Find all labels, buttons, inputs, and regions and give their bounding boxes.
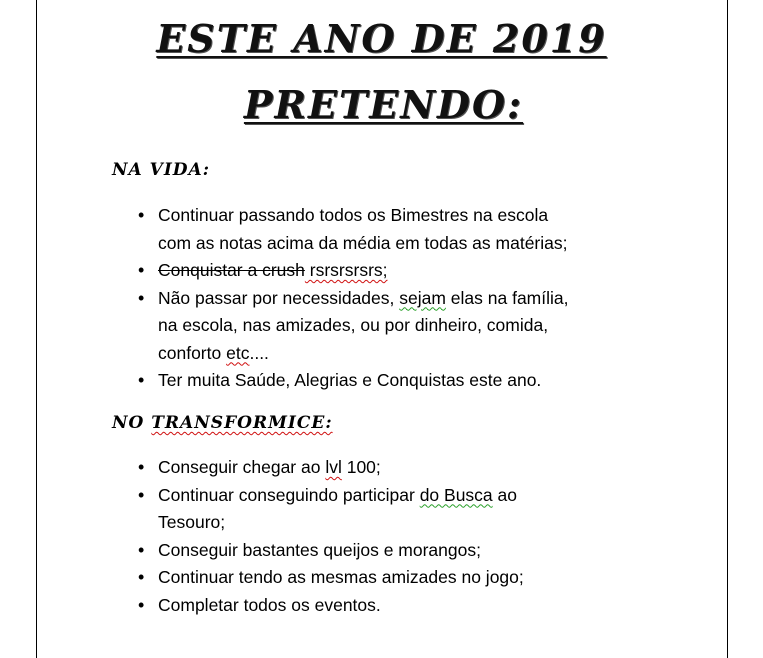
title-line-1: ESTE ANO DE 2019 xyxy=(156,16,607,61)
bullet-icon: • xyxy=(138,370,145,390)
list-item-text: elas na família, xyxy=(445,287,569,308)
list-item-text: Não passar por necessidades, xyxy=(158,287,400,308)
list-item xyxy=(140,592,680,620)
list-item-line: Continuar passando todos os Bimestres na escola xyxy=(158,205,549,225)
list-item-line: Tesouro; xyxy=(158,512,226,532)
bullet-icon: • xyxy=(138,567,145,587)
bullet-icon: • xyxy=(138,457,145,477)
list-item-text: 100; xyxy=(341,457,381,477)
bullet-icon: • xyxy=(138,287,145,308)
list-item xyxy=(140,202,680,257)
list-item-text: conforto xyxy=(158,342,222,363)
list-item xyxy=(140,537,680,565)
list-item-text: ao xyxy=(492,484,517,505)
list-item-text: Conseguir chegar ao xyxy=(158,457,326,477)
spell-flagged-word: etc xyxy=(226,342,250,363)
grammar-flagged-word: do Busca xyxy=(419,484,493,505)
list-item xyxy=(140,367,680,395)
list-item xyxy=(140,285,680,368)
list-item-text: Conseguir bastantes queijos e morangos; xyxy=(158,539,481,560)
bullet-icon: • xyxy=(138,260,145,280)
list-item xyxy=(140,564,680,592)
list-item-text: Completar todos os eventos. xyxy=(158,594,381,615)
na-vida-list xyxy=(140,202,680,395)
spell-flagged-word: TRANSFORMICE: xyxy=(151,413,333,433)
section-heading-na-vida: NA VIDA: xyxy=(112,160,210,180)
list-item-line: com as notas acima da média em todas as matérias; xyxy=(158,232,568,253)
bullet-icon: • xyxy=(138,594,145,615)
section-heading-no-transformice xyxy=(112,413,333,433)
list-item-text: Continuar tendo as mesmas amizades no jogo; xyxy=(158,567,524,587)
list-item-text: rsrsrsrsrs; xyxy=(304,260,388,280)
list-item-text: .... xyxy=(249,342,269,363)
list-item xyxy=(140,454,680,482)
heading-prefix: NO xyxy=(112,413,152,433)
list-item xyxy=(140,482,680,537)
list-item-line: na escola, nas amizades, ou por dinheiro, comida, xyxy=(158,315,549,335)
title-line-2: PRETENDO: xyxy=(243,82,524,127)
strikethrough-text: Conquistar a crush xyxy=(158,260,305,280)
bullet-icon: • xyxy=(138,205,145,225)
grammar-flagged-word: sejam xyxy=(399,287,446,308)
list-item-text: Ter muita Saúde, Alegrias e Conquistas este ano. xyxy=(158,370,542,390)
list-item xyxy=(140,257,680,285)
bullet-icon: • xyxy=(138,539,145,560)
bullet-icon: • xyxy=(138,484,145,505)
spell-flagged-word: lvl xyxy=(325,457,342,477)
no-transformice-list xyxy=(140,454,680,619)
list-item-text: Continuar conseguindo participar xyxy=(158,484,420,505)
